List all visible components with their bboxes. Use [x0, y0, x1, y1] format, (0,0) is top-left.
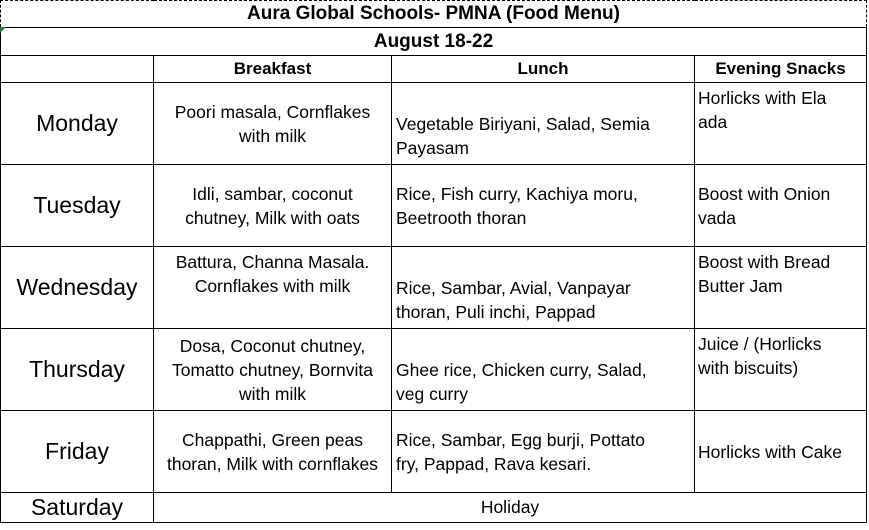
lunch-wednesday[interactable] — [392, 247, 695, 329]
lunch-line: Rice, Sambar, Avial, Vanpayar — [396, 278, 631, 298]
snacks-tuesday[interactable] — [695, 165, 867, 247]
table-row — [1, 329, 867, 411]
breakfast-line: Chappathi, Green peas — [182, 429, 363, 450]
lunch-monday[interactable] — [392, 83, 695, 165]
day-monday[interactable]: Monday — [1, 83, 154, 165]
snacks-line: Horlicks with Ela — [698, 88, 827, 108]
table-row — [1, 247, 867, 329]
snacks-line: ada — [698, 112, 728, 132]
breakfast-line: Tomatto chutney, Bornvita — [171, 359, 374, 380]
day-wednesday[interactable]: Wednesday — [1, 247, 154, 329]
breakfast-monday[interactable] — [154, 83, 392, 165]
breakfast-line: Battura, Channa Masala. — [175, 252, 370, 272]
breakfast-line: with milk — [238, 125, 307, 146]
snacks-monday[interactable] — [695, 83, 867, 165]
lunch-friday[interactable] — [392, 411, 695, 493]
lunch-tuesday[interactable] — [392, 165, 695, 247]
lunch-line: Beetrooth thoran — [396, 207, 527, 228]
breakfast-thursday[interactable] — [154, 329, 392, 411]
breakfast-friday[interactable] — [154, 411, 392, 493]
menu-title[interactable]: Aura Global Schools- PMNA (Food Menu) — [1, 1, 867, 28]
breakfast-tuesday[interactable] — [154, 165, 392, 247]
day-tuesday[interactable]: Tuesday — [1, 165, 154, 247]
table-row — [1, 165, 867, 247]
lunch-line: Rice, Fish curry, Kachiya moru, — [396, 183, 638, 204]
lunch-line: Payasam — [396, 138, 469, 158]
snacks-line: Juice / (Horlicks — [698, 334, 822, 354]
snacks-friday[interactable] — [695, 411, 867, 493]
lunch-thursday[interactable] — [392, 329, 695, 411]
lunch-line: veg curry — [396, 384, 468, 404]
breakfast-line: Poori masala, Cornflakes — [174, 101, 371, 122]
breakfast-line: Idli, sambar, coconut — [192, 183, 353, 204]
header-blank[interactable] — [1, 56, 154, 83]
holiday-cell[interactable]: Holiday — [154, 493, 867, 523]
day-friday[interactable]: Friday — [1, 411, 154, 493]
table-row — [1, 493, 867, 523]
snacks-line: Boost with Onion — [698, 183, 831, 204]
snacks-wednesday[interactable] — [695, 247, 867, 329]
header-lunch[interactable]: Lunch — [392, 56, 695, 83]
breakfast-wednesday[interactable] — [154, 247, 392, 329]
lunch-line: Vegetable Biriyani, Salad, Semia — [396, 114, 650, 134]
snacks-line: Boost with Bread — [698, 252, 831, 272]
breakfast-line: thoran, Milk with cornflakes — [166, 453, 379, 474]
snacks-line: vada — [698, 207, 736, 228]
snacks-line: Butter Jam — [698, 276, 783, 296]
table-row — [1, 411, 867, 493]
snacks-thursday[interactable] — [695, 329, 867, 411]
header-evening-snacks[interactable]: Evening Snacks — [695, 56, 867, 83]
day-saturday[interactable]: Saturday — [1, 493, 154, 523]
snacks-line: Horlicks with Cake — [698, 441, 842, 462]
breakfast-line: chutney, Milk with oats — [185, 207, 360, 228]
date-range[interactable]: August 18-22 — [1, 28, 867, 56]
lunch-line: Rice, Sambar, Egg burji, Pottato — [396, 429, 646, 450]
breakfast-line: Dosa, Coconut chutney, — [179, 335, 366, 356]
breakfast-line: Cornflakes with milk — [194, 276, 351, 296]
breakfast-line: with milk — [238, 383, 307, 404]
header-breakfast[interactable]: Breakfast — [154, 56, 392, 83]
lunch-line: fry, Pappad, Rava kesari. — [396, 453, 592, 474]
lunch-line: thoran, Puli inchi, Pappad — [396, 302, 596, 322]
cell-comment-marker — [0, 27, 6, 33]
table-row — [1, 83, 867, 165]
snacks-line: with biscuits) — [698, 358, 799, 378]
lunch-line: Ghee rice, Chicken curry, Salad, — [396, 360, 647, 380]
day-thursday[interactable]: Thursday — [1, 329, 154, 411]
